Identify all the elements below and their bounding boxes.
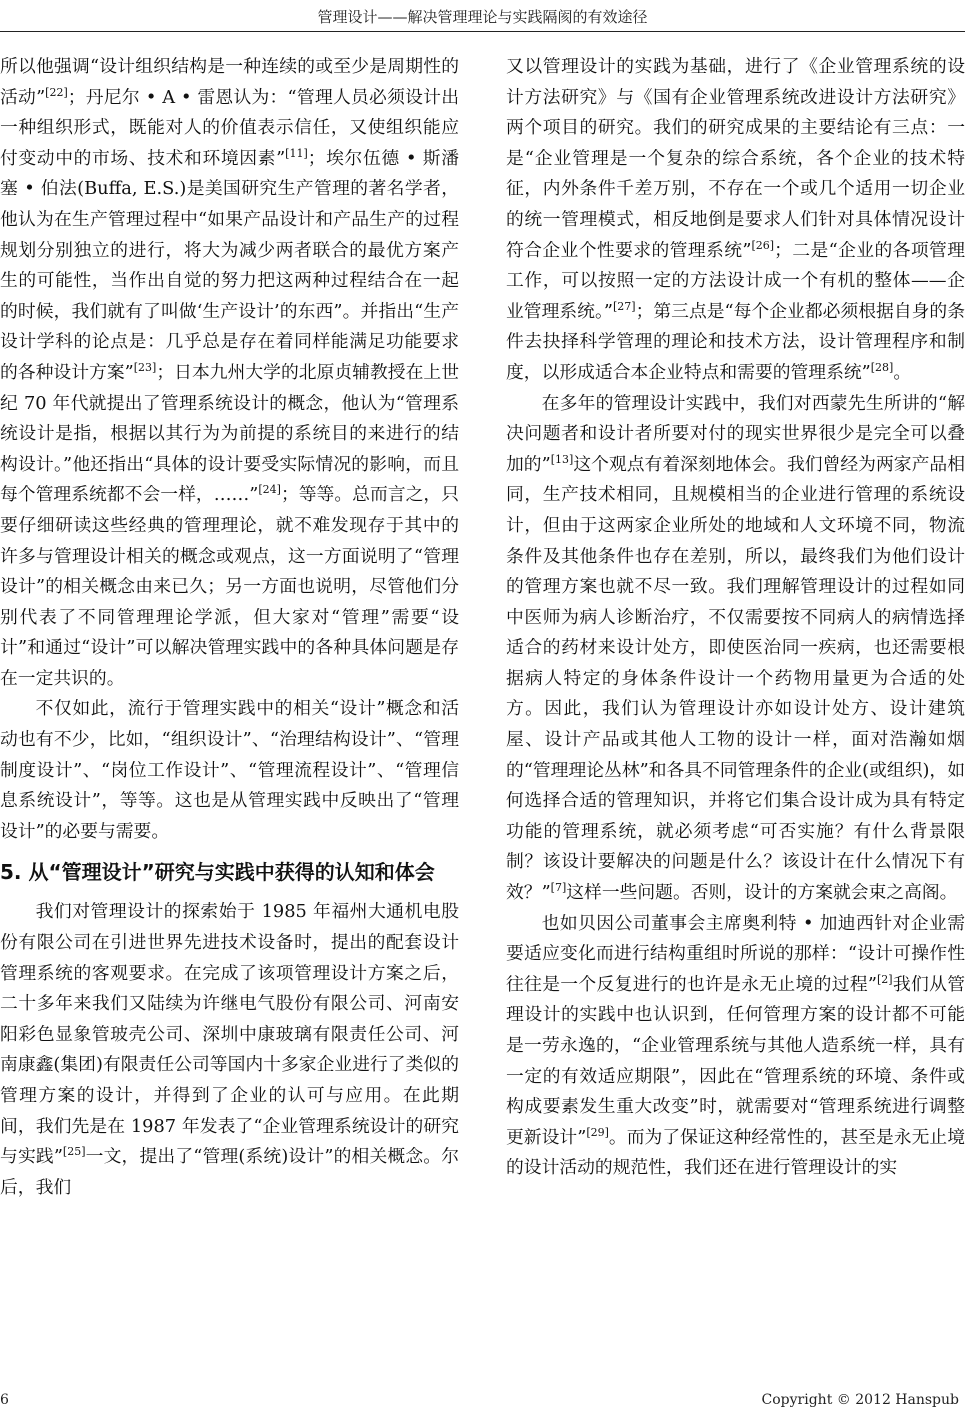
text-run: ；日本九州大学的北原贞辅教授在上世纪 70 年代就提出了管理系统设计的概念，他认为“管理系统设计是指，根据以其行为为前提的系统目的来进行的结构设计。”他还指出“具体的设计要受实际情况的影响，而且每个管理系统都不会一样，……” bbox=[0, 361, 459, 506]
left-column bbox=[0, 52, 459, 1203]
text-run: 。而为了保证这种经常性的，甚至是永无止境的设计活动的规范性，我们还在进行管理设计的实 bbox=[506, 1126, 965, 1179]
text-run: ；等等。总而言之，只要仔细研读这些经典的管理理论，就不难发现存于其中的许多与管理设计相关的概念或观点，这一方面说明了“管理设计”的相关概念由来已久；另一方面也说明，尽管他们分别代表了不同管理理论学派，但大家对“管理”需要“设计”和通过“设计”可以解决管理实践中的各种具体问题是存在一定共识的。 bbox=[0, 484, 459, 689]
citation: [11] bbox=[285, 146, 308, 160]
citation: [26] bbox=[751, 238, 775, 252]
section-heading: 5. 从“管理设计”研究与实践中获得的认知和体会 bbox=[0, 860, 435, 885]
text-run: 又以管理设计的实践为基础，进行了《企业管理系统的设计方法研究》与《国有企业管理系统改进设计方法研究》两个项目的研究。我们的研究成果的主要结论有三点：一是“企业管理是一个复杂的综合系统，各个企业的技术特征，内外条件千差万别，不存在一个或几个适用一切企业的统一管理模式，相反地倒是要求人们针对具体情况设计符合企业个性要求的管理系统” bbox=[506, 56, 965, 261]
running-header: 管理设计——解决管理理论与实践隔阂的有效途径 bbox=[317, 8, 648, 26]
citation: [7] bbox=[550, 881, 567, 895]
text-run: 所以他强调“设计组织结构是一种连续的或至少是周期性的活动” bbox=[0, 56, 459, 108]
text-run: 。 bbox=[893, 361, 912, 383]
text-run: 也如贝因公司董事会主席奥利特 • 加迪西针对企业需要适应变化而进行结构重组时所说的那样：“设计可操作性往往是一个反复进行的也许是永无止境的过程” bbox=[506, 912, 965, 995]
paragraph bbox=[0, 897, 459, 1203]
text-run: 我们对管理设计的探索始于 1985 年福州大通机电股份有限公司在引进世界先进技术设备时，提出的配套设计管理系统的客观要求。在完成了该项管理设计方案之后，二十多年来我们又陆续为许继电气股份有限公司、河南安阳彩色显象管玻壳公司、深圳中康玻璃有限责任公司、河南康鑫(集团)有限责任公司等国内十多家企业进行了类似的管理方案的设计，并得到了企业的认可与应用。在此期间，我们先是在 1987 年发表了“企业管理系统设计的研究与实践” bbox=[0, 901, 459, 1168]
text-run: ；二是“企业的各项管理工作，可以按照一定的方法设计成一个有机的整体——企业管理系统。” bbox=[506, 239, 965, 322]
citation: [27] bbox=[612, 299, 636, 313]
citation: [28] bbox=[870, 361, 894, 375]
citation: [25] bbox=[62, 1145, 86, 1159]
citation: [23] bbox=[133, 361, 157, 375]
text-run: 一文，提出了“管理(系统)设计”的相关概念。尔后，我们 bbox=[0, 1146, 459, 1198]
text-run: 这样一些问题。否则，设计的方案就会束之高阁。 bbox=[566, 882, 958, 904]
text-run: 在多年的管理设计实践中，我们对西蒙先生所讲的“解决问题者和设计者所要对付的现实世界很少是完全可以叠加的” bbox=[506, 392, 965, 475]
paragraph bbox=[0, 52, 459, 694]
page-number: 6 bbox=[0, 1392, 9, 1408]
paragraph bbox=[506, 52, 965, 389]
citation: [2] bbox=[877, 972, 893, 986]
text-run: ；第三点是“每个企业都必须根据自身的条件去抉择科学管理的理论和技术方法，设计管理程序和制度，以形成适合本企业特点和需要的管理系统” bbox=[506, 300, 965, 383]
paragraph: 不仅如此，流行于管理实践中的相关“设计”概念和活动也有不少，比如，“组织设计”、“治理结构设计”、“管理制度设计”、“岗位工作设计”、“管理流程设计”、“管理信息系统设计”，等等。这也是从管理实践中反映出了“管理设计”的必要与需要。 bbox=[0, 698, 459, 842]
paragraph bbox=[506, 909, 965, 1184]
paragraph bbox=[506, 389, 965, 909]
right-column bbox=[506, 52, 965, 1184]
citation: [13] bbox=[550, 452, 574, 466]
text-run: 这个观点有着深刻地体会。我们曾经为两家产品相同，生产技术相同，且规模相当的企业进行管理的系统设计，但由于这两家企业所处的地域和人文环境不同，物流条件及其他条件也存在差别，所以，最终我们为他们设计的管理方案也就不尽一致。我们理解管理设计的过程如同中医师为病人诊断治疗，不仅需要按不同病人的病情选择适合的药材来设计处方，即使医治同一疾病，也还需要根据病人特定的身体条件设计一个药物用量更为合适的处方。因此，我们认为管理设计亦如设计处方、设计建筑屋、设计产品或其他人工物的设计一样，面对浩瀚如烟的“管理理论丛林”和各具不同管理条件的企业(或组织)，如何选择合适的管理知识，并将它们集合设计成为具有特定功能的管理系统，就必须考虑“可否实施？有什么背景限制？该设计要解决的问题是什么？该设计在什么情况下有效？” bbox=[506, 453, 965, 904]
text-run: ；丹尼尔 • A • 雷恩认为：“管理人员必须设计出一种组织形式，既能对人的价值表示信任，又使组织能应付变动中的市场、技术和环境因素” bbox=[0, 86, 459, 169]
header-rule bbox=[0, 31, 965, 32]
text-run: ；埃尔伍德 • 斯潘塞 • 伯法(Buffa, E.S.)是美国研究生产管理的著名学者，他认为在生产管理过程中“如果产品设计和产品生产的过程规划分别独立的进行，将大为减少两者联合的最优方案产生的可能性，当作出自觉的努力把这两种过程结合在一起的时候，我们就有了叫做‘生产设计’的东西”。并指出“生产设计学科的论点是：几乎总是存在着同样能满足功能要求的各种设计方案” bbox=[0, 147, 459, 383]
citation: [22] bbox=[45, 85, 68, 99]
citation: [29] bbox=[586, 1125, 609, 1139]
text-run: 我们从管理设计的实践中也认识到，任何管理方案的设计都不可能是一劳永逸的，“企业管理系统与其他人造系统一样，具有一定的有效适应期限”，因此在“管理系统的环境、条件或构成要素发生重大改变”时，就需要对“管理系统进行调整更新设计” bbox=[506, 973, 965, 1148]
copyright-notice: Copyright © 2012 Hanspub bbox=[761, 1392, 959, 1408]
citation: [24] bbox=[258, 483, 281, 497]
